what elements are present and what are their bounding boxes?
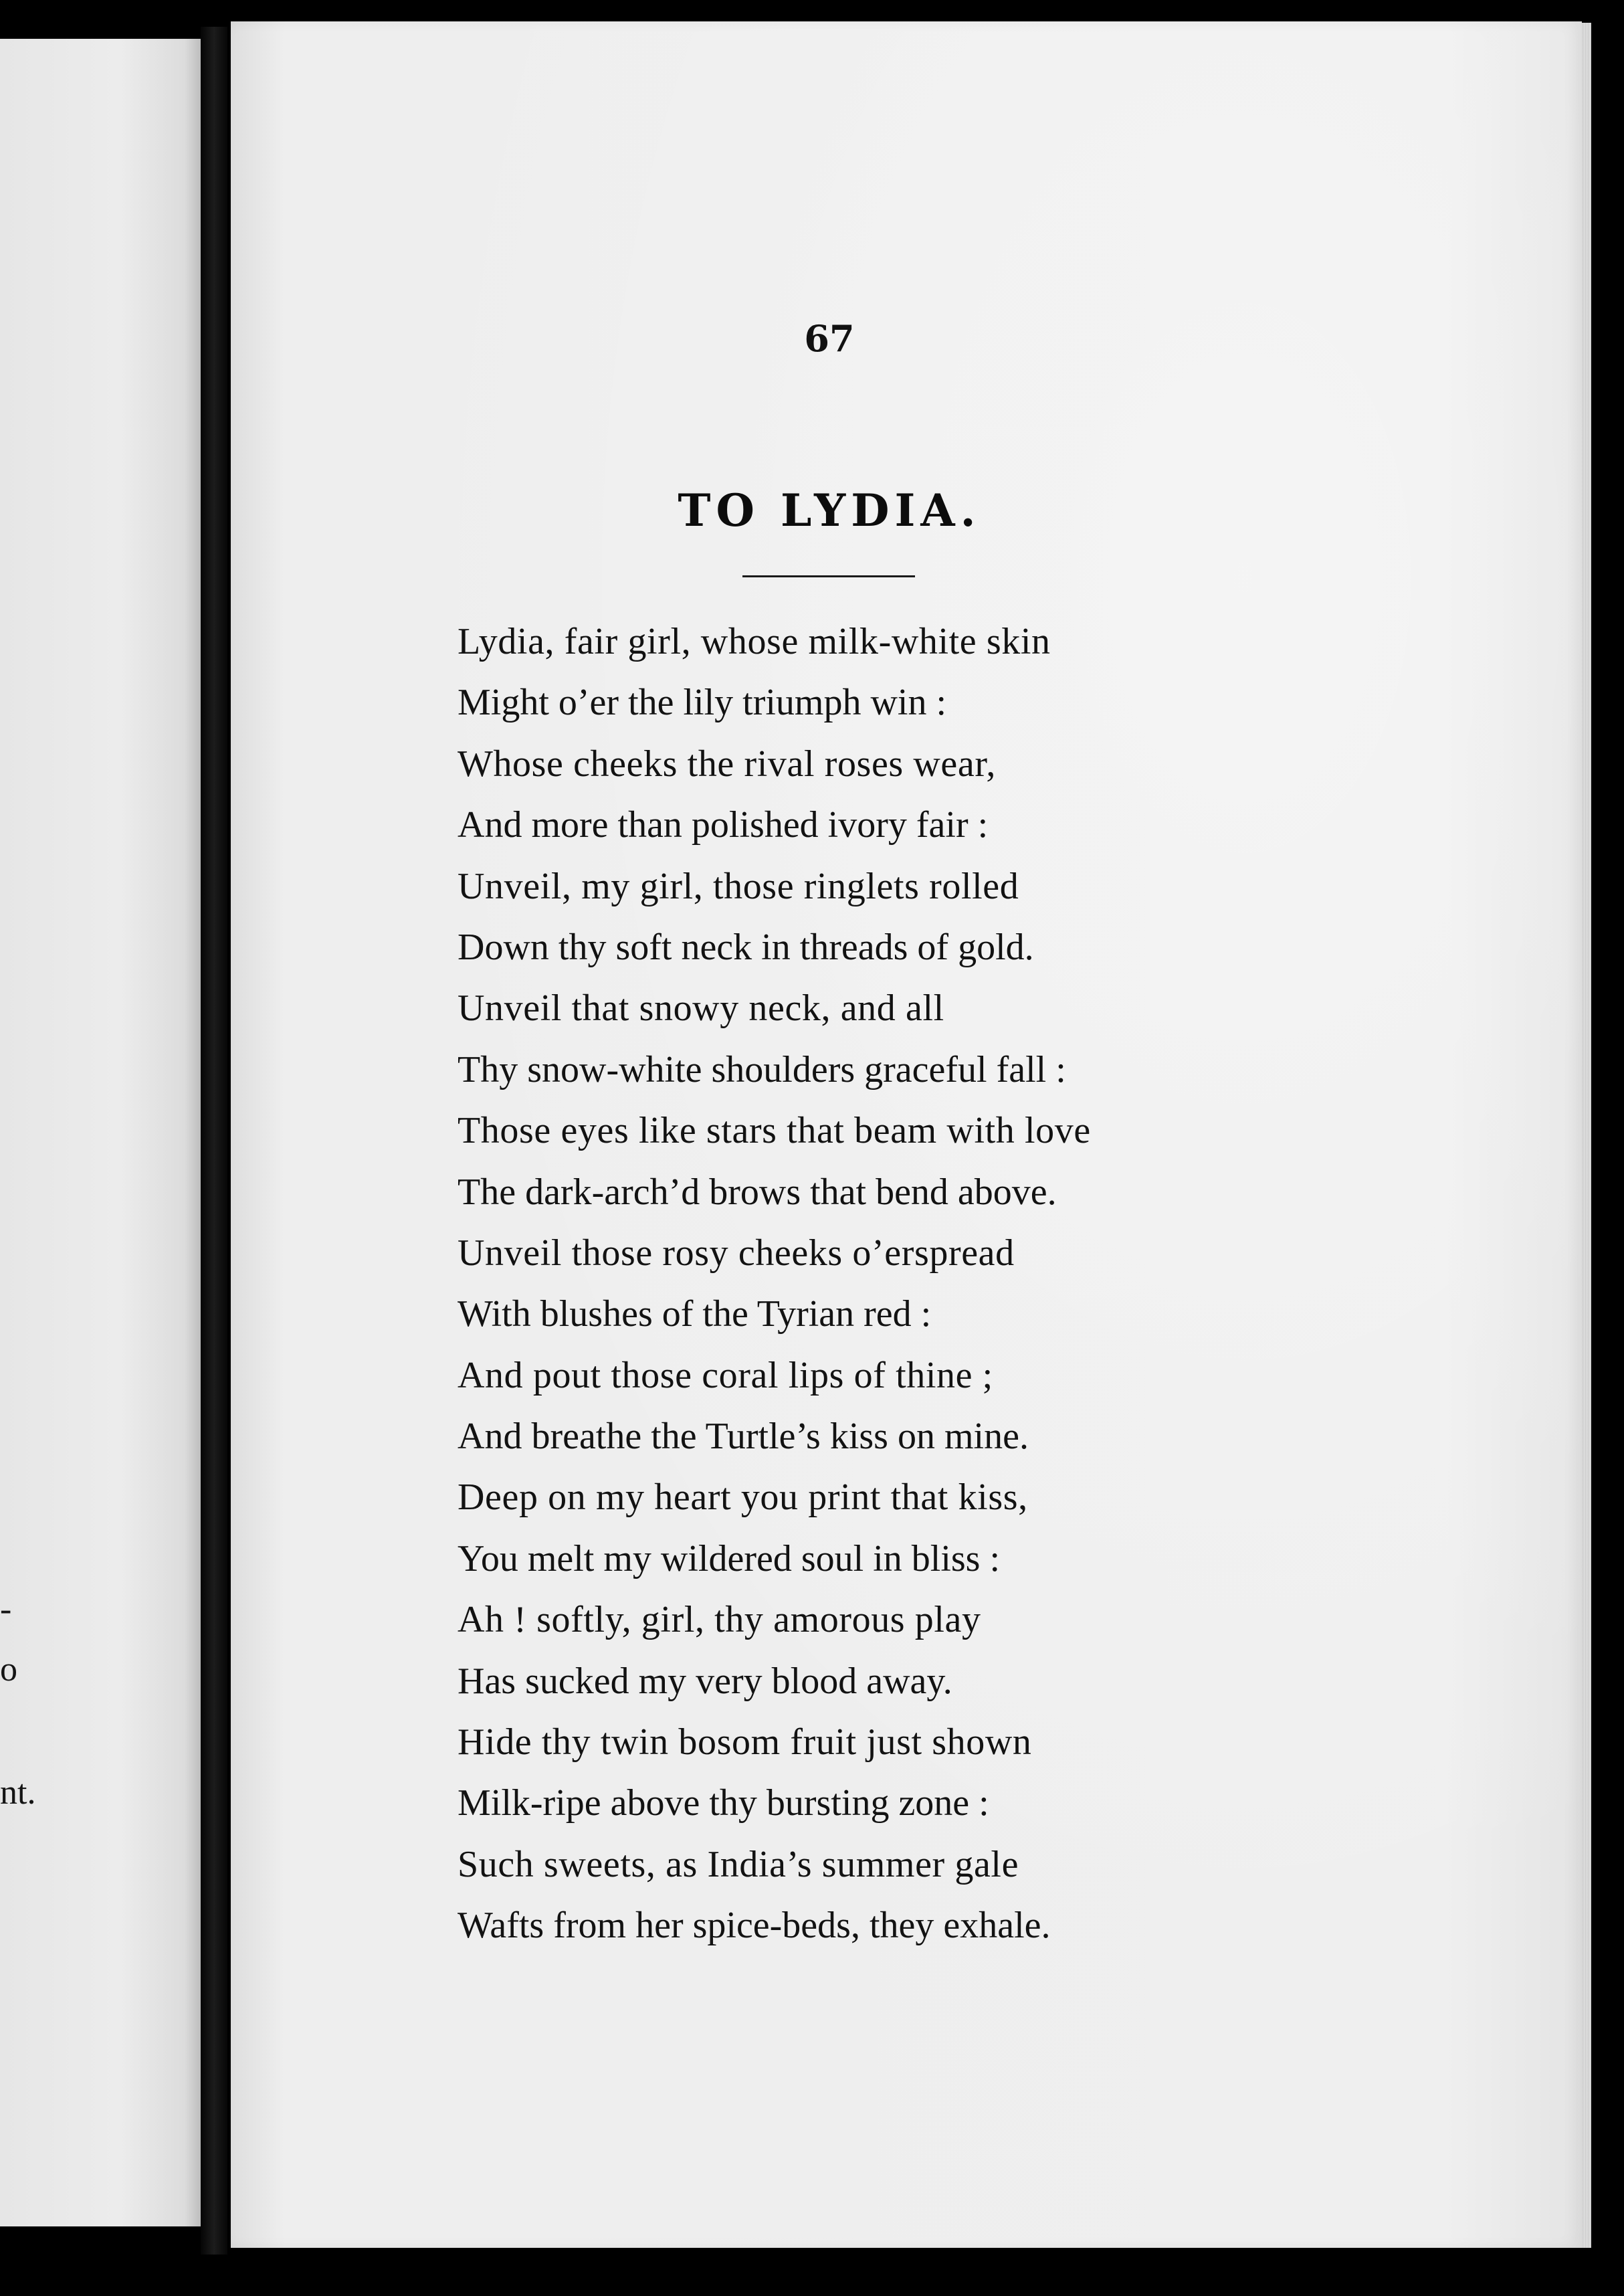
- facing-page-left: [0, 39, 201, 2226]
- poem-line: Unveil, my girl, those ringlets rolled: [458, 865, 1019, 907]
- poem-line: Might o’er the lily triumph win :: [458, 682, 947, 724]
- title-divider-rule: [742, 575, 915, 577]
- poem-line: The dark-arch’d brows that bend above.: [458, 1171, 1057, 1213]
- poem-line: And pout those coral lips of thine ;: [458, 1354, 993, 1396]
- poem-body: [458, 611, 1220, 1957]
- poem-line: With blushes of the Tyrian red :: [458, 1293, 932, 1335]
- poem-line: Wafts from her spice-beds, they exhale.: [458, 1905, 1051, 1947]
- page-number: 67: [804, 317, 855, 360]
- left-page-text-fragment: -: [0, 1590, 12, 1628]
- poem-line: Those eyes like stars that beam with love: [458, 1110, 1091, 1152]
- poem-line: Unveil those rosy cheeks o’erspread: [458, 1232, 1015, 1274]
- left-page-text-fragment: nt.: [0, 1774, 36, 1812]
- poem-title: TO LYDIA.: [678, 484, 981, 537]
- poem-line: And more than polished ivory fair :: [458, 804, 989, 846]
- poem-line: Such sweets, as India’s summer gale: [458, 1843, 1019, 1885]
- poem-line: Thy snow-white shoulders graceful fall :: [458, 1048, 1066, 1090]
- poem-line: Has sucked my very blood away.: [458, 1660, 952, 1702]
- poem-line: Whose cheeks the rival roses wear,: [458, 743, 996, 785]
- poem-line: You melt my wildered soul in bliss :: [458, 1537, 1001, 1580]
- poem-line: And breathe the Turtle’s kiss on mine.: [458, 1416, 1029, 1458]
- poem-line: Hide thy twin bosom fruit just shown: [458, 1721, 1032, 1763]
- book-binding-gutter: [201, 27, 227, 2255]
- poem-line: Unveil that snowy neck, and all: [458, 987, 944, 1030]
- poem-line: Milk-ripe above thy bursting zone :: [458, 1782, 989, 1824]
- page-edge-right: [1582, 23, 1591, 2248]
- poem-line: Lydia, fair girl, whose milk-white skin: [458, 621, 1051, 662]
- poem-line: Deep on my heart you print that kiss,: [458, 1476, 1028, 1519]
- poem-line: Ah ! softly, girl, thy amorous play: [458, 1599, 981, 1641]
- poem-line: Down thy soft neck in threads of gold.: [458, 926, 1034, 968]
- left-page-text-fragment: o: [0, 1650, 17, 1689]
